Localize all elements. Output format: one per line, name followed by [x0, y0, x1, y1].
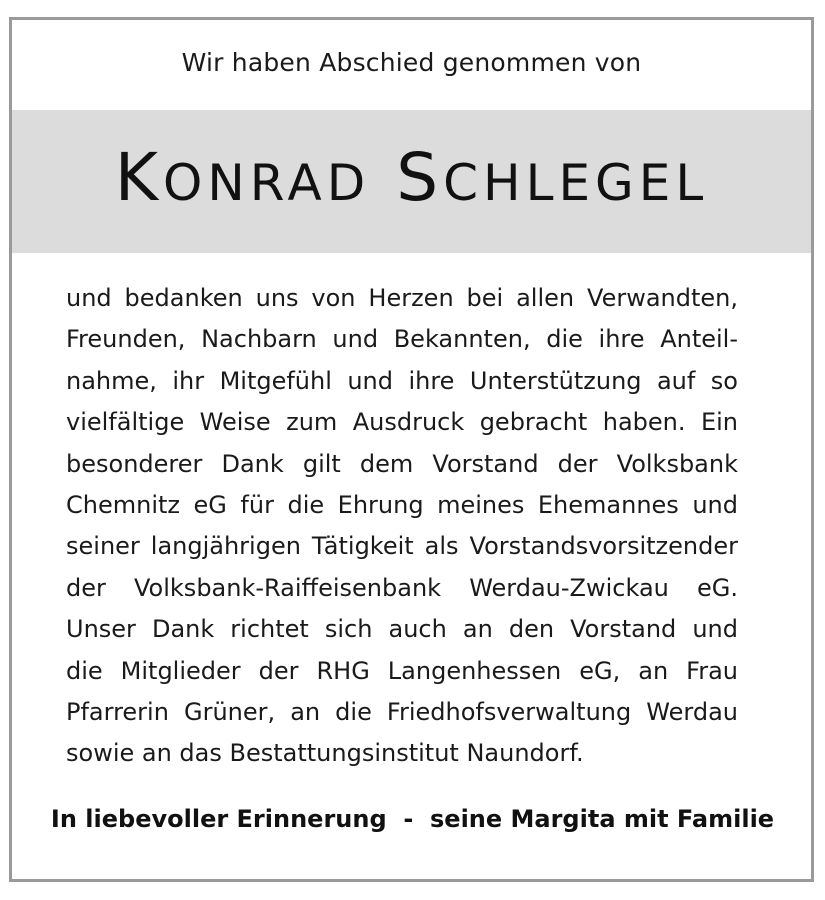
name-band	[12, 110, 811, 253]
body-line: der Volksbank-Raiffeisenbank Werdau-Zwickau eG.	[66, 573, 738, 602]
body-line: seiner langjährigen Tätigkeit als Vorstandsvorsitzender	[66, 532, 738, 561]
body-line: vielfältige Weise zum Ausdruck gebracht haben. Ein	[66, 408, 738, 437]
body-line: besonderer Dank gilt dem Vorstand der Volksbank	[66, 449, 738, 478]
body-line: Freunden, Nachbarn und Bekannten, die ihre Anteil-	[66, 325, 738, 354]
last-name-initial: S	[396, 139, 444, 216]
first-name-rest: ONRAD	[163, 154, 371, 212]
thanks-paragraph	[66, 278, 738, 775]
first-name-initial: K	[114, 139, 164, 216]
body-line: Chemnitz eG für die Ehrung meines Ehemannes und	[66, 491, 738, 520]
deceased-name	[12, 140, 811, 221]
body-line: sowie an das Bestattungsinstitut Naundorf.	[66, 739, 584, 768]
intro-line: Wir haben Abschied genommen von	[181, 48, 642, 77]
last-name-rest: CHLEGEL	[443, 154, 709, 212]
body-line: die Mitglieder der RHG Langenhessen eG, an Frau	[66, 656, 738, 685]
body-line: nahme, ihr Mitgefühl und ihre Unterstützung auf so	[66, 366, 738, 395]
body-line: und bedanken uns von Herzen bei allen Verwandten,	[66, 284, 738, 312]
body-line: Unser Dank richtet sich auch an den Vorstand und	[66, 615, 738, 644]
body-line: Pfarrerin Grüner, an die Friedhofsverwaltung Werdau	[66, 698, 738, 727]
closing-signature: In liebevoller Erinnerung - seine Margita mit Familie	[50, 805, 775, 833]
